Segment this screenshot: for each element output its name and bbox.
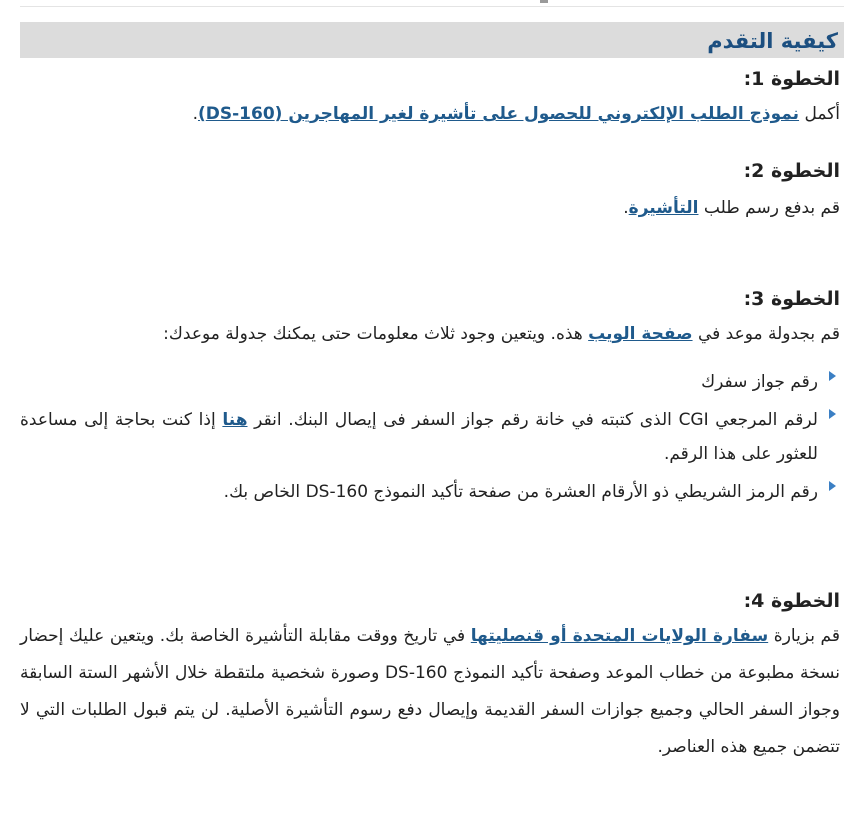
visa-fee-link[interactable]: التأشيرة <box>628 198 699 218</box>
step-4 <box>20 590 840 766</box>
step-2-title: الخطوة 2: <box>743 160 840 182</box>
cgi-help-link[interactable]: هنا <box>222 410 248 430</box>
list-item <box>20 365 840 399</box>
step-4-title: الخطوة 4: <box>743 590 840 612</box>
step-1-text <box>20 96 840 133</box>
step-1 <box>20 68 840 133</box>
step-3-text <box>20 316 840 353</box>
step-4-text-before: قم بزيارة <box>768 626 840 646</box>
list-item-text-after: إذا كنت بحاجة إلى مساعدة للعثور على هذا الرقم. <box>20 410 818 464</box>
step-2-text <box>20 190 840 227</box>
step-4-text-after: في تاريخ ووقت مقابلة التأشيرة الخاصة بك. ويتعين عليك إحضار نسخة مطبوعة من خطاب الموعد وصفحة تأكيد النموذج DS-160 وصورة شخصية ملتقطة خلال الأشهر الستة السابقة وجواز السفر الحالي وجميع جوازات السفر القديمة وإيصال دفع رسوم التأشيرة الأصلية. لن يتم قبول الطلبات التي لا تتضمن جميع هذه العناصر. <box>20 626 840 757</box>
appointment-webpage-link[interactable]: صفحة الويب <box>588 324 693 344</box>
step-2-text-before: قم بدفع رسم طلب <box>698 198 840 218</box>
embassy-link[interactable]: سفارة الولايات المتحدة أو قنصليتها <box>470 626 769 646</box>
step-4-text <box>20 618 840 766</box>
section-header-bar <box>20 22 844 58</box>
step-1-text-after: . <box>192 104 198 124</box>
step-2-text-after: . <box>623 198 629 218</box>
top-divider <box>20 0 844 7</box>
step-3-text-before: قم بجدولة موعد في <box>692 324 840 344</box>
step-3 <box>20 288 840 513</box>
bullet-arrow-icon <box>829 481 836 491</box>
list-item-text: رقم الرمز الشريطي ذو الأرقام العشرة من صفحة تأكيد النموذج DS-160 الخاص بك. <box>223 482 818 502</box>
list-item-text-before: لرقم المرجعي CGI الذى كتبته في خانة رقم جواز السفر فى إيصال البنك. انقر <box>247 410 818 430</box>
bullet-arrow-icon <box>829 371 836 381</box>
bullet-arrow-icon <box>829 409 836 419</box>
list-item <box>20 475 840 509</box>
ds160-form-link[interactable]: نموذج الطلب الإلكتروني للحصول على تأشيرة لغير المهاجرين (DS-160) <box>197 104 800 124</box>
step-3-title: الخطوة 3: <box>743 288 840 310</box>
step-2 <box>20 160 840 227</box>
required-info-list <box>20 365 840 509</box>
list-item <box>20 403 840 471</box>
step-1-text-before: أكمل <box>799 104 840 124</box>
list-item-text: رقم جواز سفرك <box>701 372 818 392</box>
section-title: كيفية التقدم <box>707 29 838 53</box>
step-3-text-after: هذه. ويتعين وجود ثلاث معلومات حتى يمكنك جدولة موعدك: <box>163 324 589 344</box>
top-divider-mark <box>540 0 548 3</box>
step-1-title: الخطوة 1: <box>743 68 840 90</box>
